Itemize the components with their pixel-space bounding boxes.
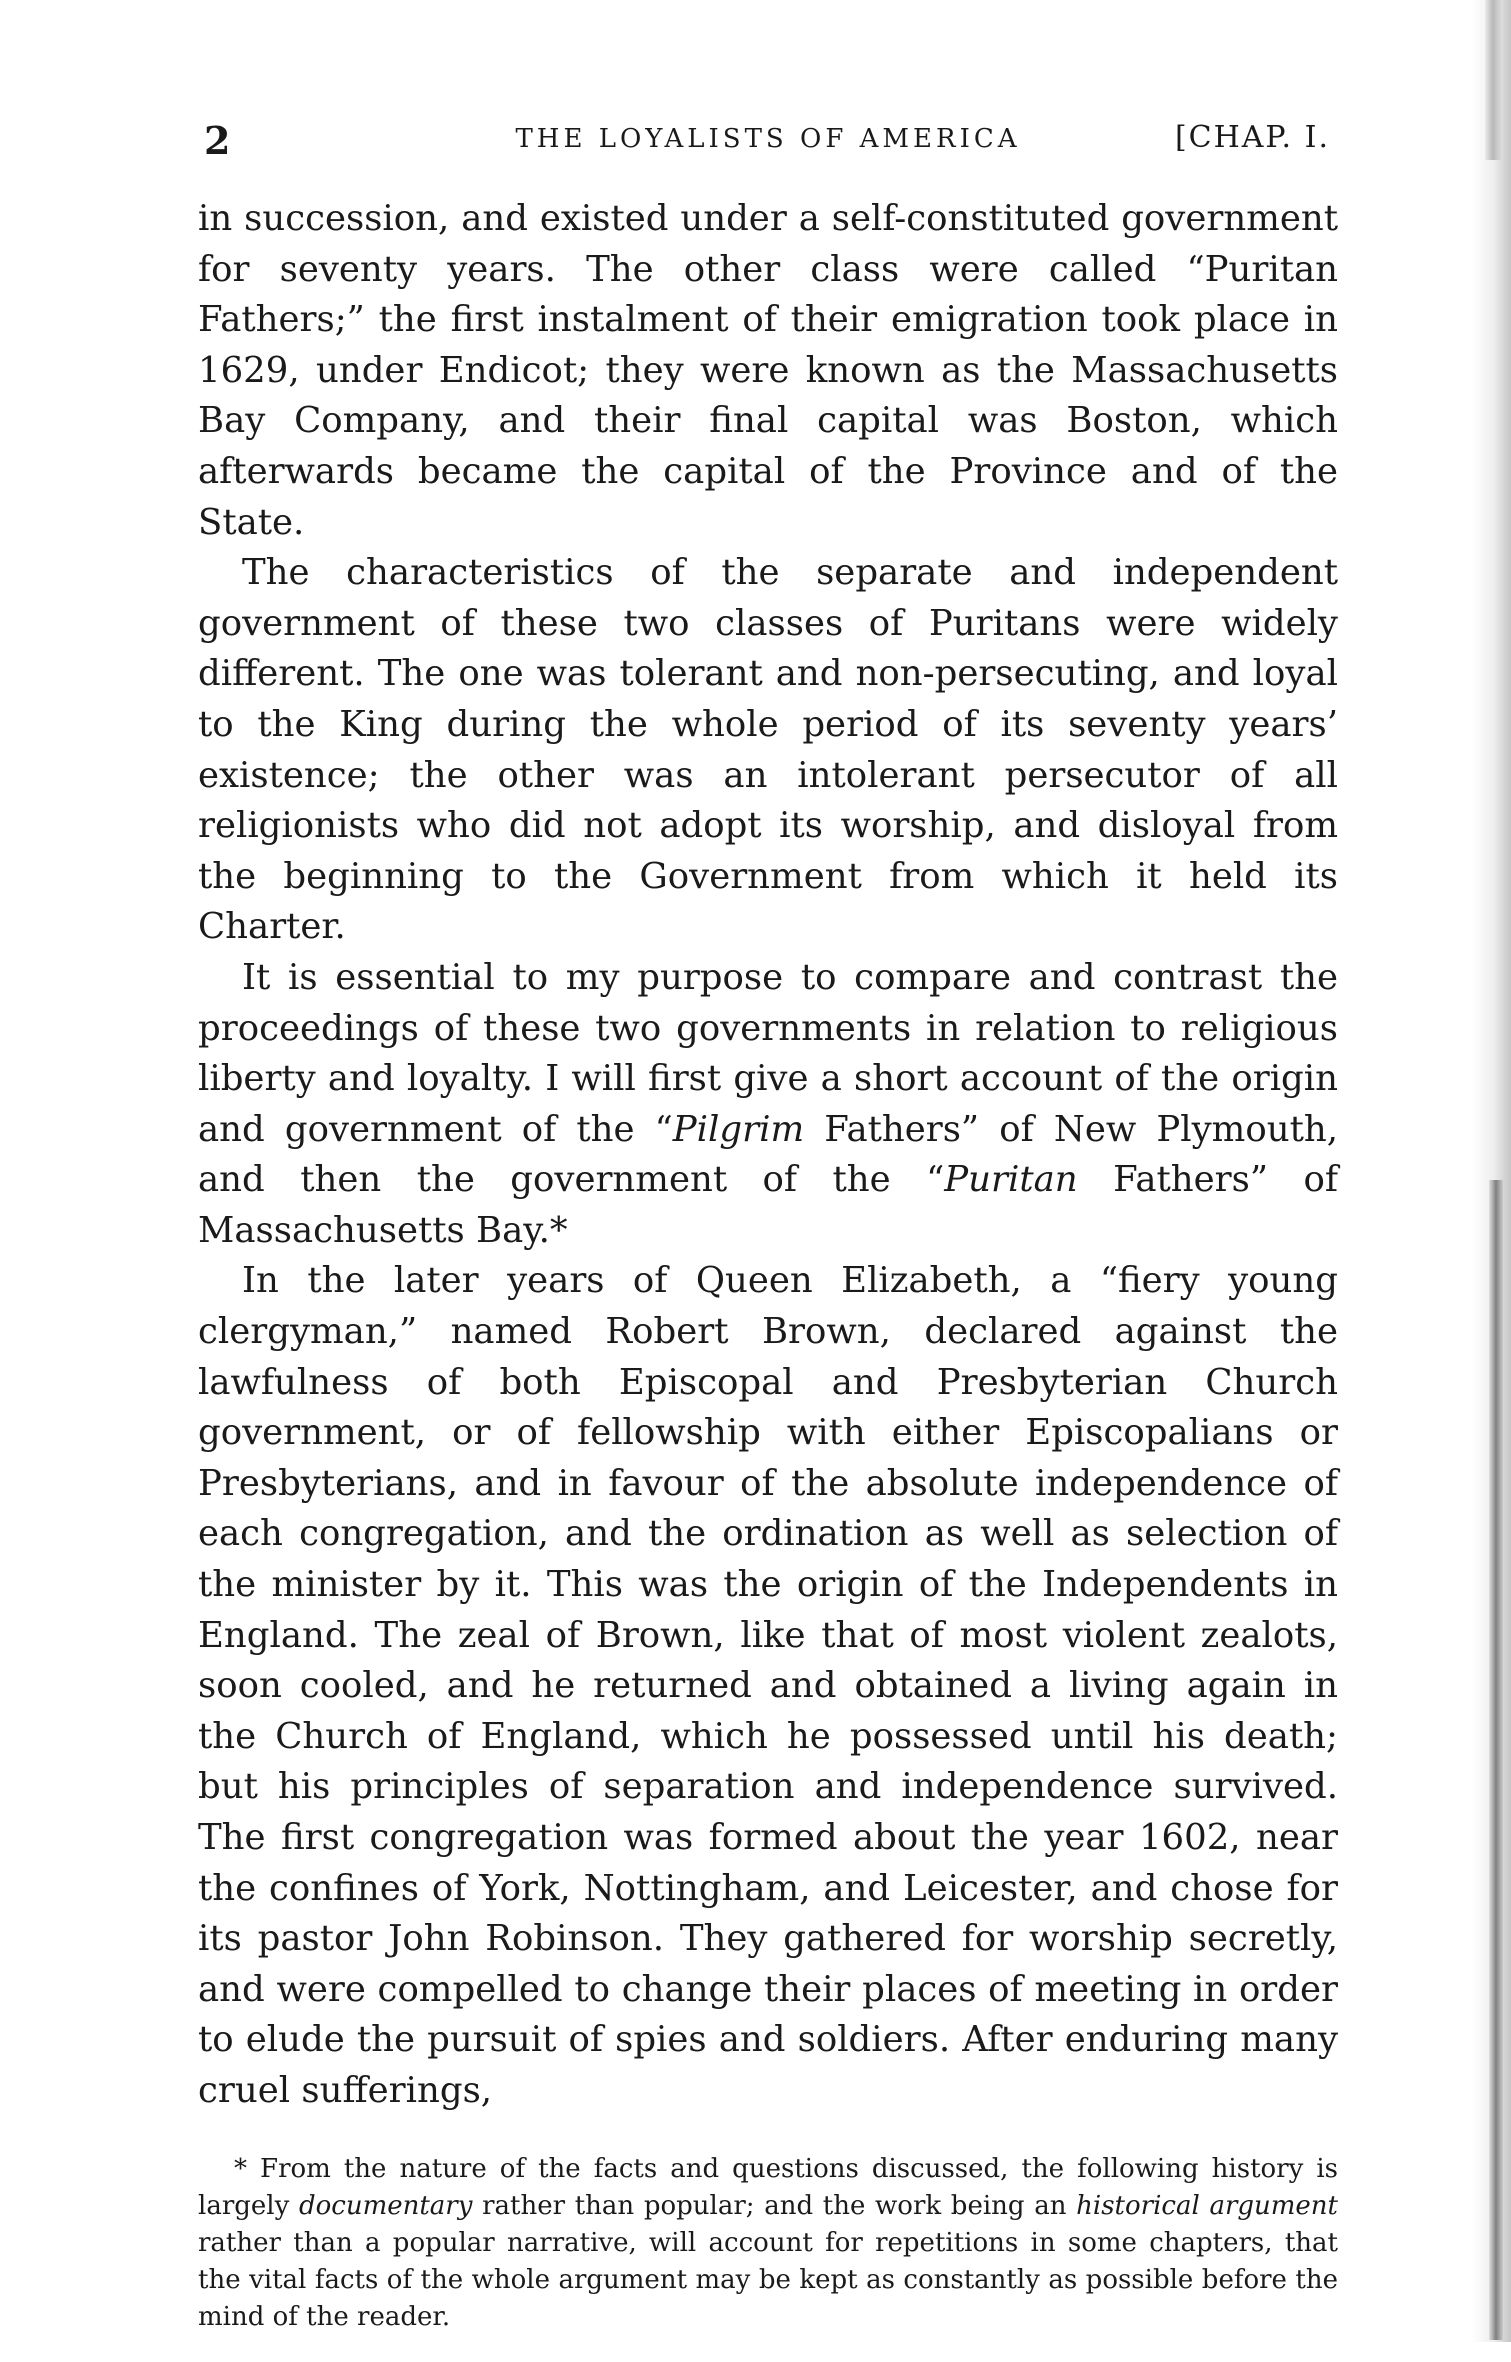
- paragraph-purpose: [198, 953, 1338, 1257]
- footnote-italic-historical-argument: historical argument: [1076, 2190, 1338, 2221]
- paragraph-continuation: in succession, and existed under a self-constituted government for seventy years. The other class were called “Puritan Fathers;” the first instalment of their emigration took place in 1629, under Endicot; they were known as the Massachusetts Bay Company, and their final capital was Boston, which afterwards became the capital of the Province and of the State.: [198, 198, 1338, 543]
- puritan-italic: Puritan: [944, 1159, 1078, 1201]
- paragraph-characteristics: The characteristics of the separate and independent government of these two classes of Puritans were widely different. The one was tolerant and non-persecuting, and loyal to the King during the whole period of its seventy years’ existence; the other was an intolerant persecutor of all religionists who did not adopt its worship, and disloyal from the beginning to the Government from which it held its Charter.: [198, 552, 1338, 948]
- footnote-italic-documentary: documentary: [298, 2190, 473, 2221]
- paragraph-purpose-text-2: Fathers” of New Plymouth, and then the government of the “: [198, 1108, 1338, 1201]
- footnote: [198, 2151, 1338, 2336]
- page-edge-mark-top: [1485, 0, 1501, 160]
- page-edge-mark-bottom: [1489, 1180, 1503, 2340]
- footnote-text-1: * From the nature of the facts and questions discussed, the following history is largely: [198, 2153, 1338, 2221]
- page-content: [198, 110, 1338, 2362]
- pilgrim-italic: Pilgrim: [672, 1108, 805, 1150]
- footnote-text-2: rather than popular; and the work being an: [472, 2190, 1077, 2221]
- chapter-reference: [CHAP. I.: [1174, 120, 1330, 155]
- paragraph-purpose-text-1: It is essential to my purpose to compare and contrast the proceedings of these two governments in relation to religious liberty and loyalty. I will first give a short account of the origin and government of the “: [198, 956, 1338, 1150]
- paragraph-purpose-text-3: Fathers” of Massachusetts Bay.*: [198, 1159, 1338, 1251]
- page-number: 2: [204, 118, 231, 163]
- running-title: THE LOYALISTS OF AMERICA: [515, 124, 1021, 154]
- footnote-text-3: rather than a popular narrative, will account for repetitions in some chapters, that the vital facts of the whole argument may be kept as constantly as possible before the mind of the reader.: [198, 2227, 1338, 2332]
- paragraph-robert-brown: In the later years of Queen Elizabeth, a “fiery young clergyman,” named Robert Brown, declared against the lawfulness of both Episcopal and Presbyterian Church government, or of fellowship with either Episcopalians or Presbyterians, and in favour of the absolute independence of each congregation, and the ordination as well as selection of the minister by it. This was the origin of the Independents in England. The zeal of Brown, like that of most violent zealots, soon cooled, and he returned and obtained a living again in the Church of England, which he possessed until his death; but his principles of separation and independence survived. The first congregation was formed about the year 1602, near the confines of York, Nottingham, and Leicester, and chose for its pastor John Robinson. They gathered for worship secretly, and were compelled to change their places of meeting in order to elude the pursuit of spies and soldiers. After enduring many cruel sufferings,: [198, 1260, 1338, 2111]
- body-text: [198, 194, 1338, 2117]
- page-header: [198, 110, 1338, 166]
